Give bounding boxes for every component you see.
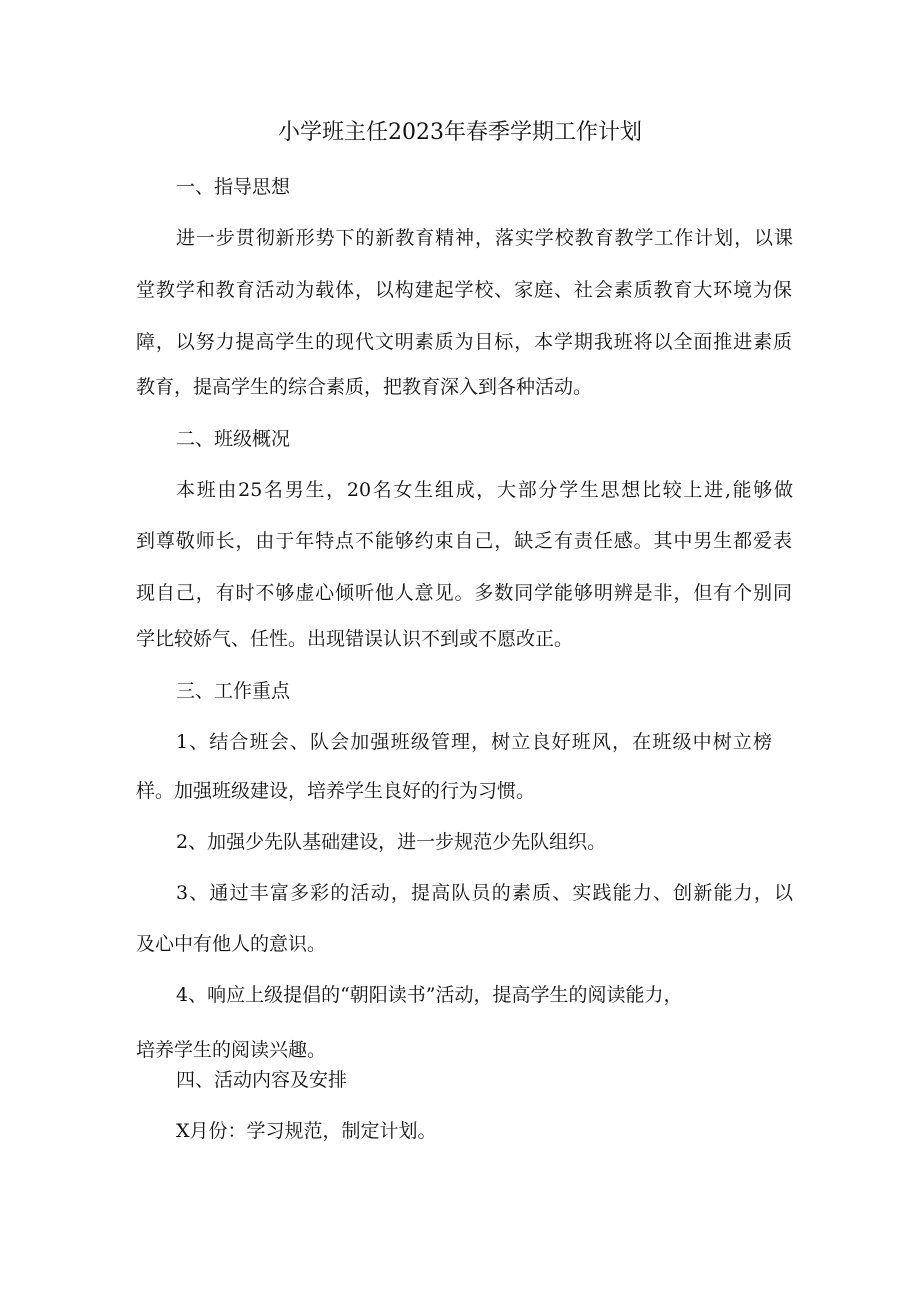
paragraph-line: 到尊敬师长，由于年特点不能够约束自己，缺乏有责任感。其中男生都爱表	[136, 530, 792, 552]
list-item-line: 4、响应上级提倡的“朝阳读书”活动，提高学生的阅读能力，	[176, 984, 683, 1006]
list-item-line: 3、通过丰富多彩的活动，提高队员的素质、实践能力、创新能力，以	[176, 882, 793, 904]
activity-item: X月份：学习规范，制定计划。	[176, 1120, 437, 1142]
list-item-line: 培养学生的阅读兴趣。	[136, 1039, 327, 1061]
list-item-line: 及心中有他人的意识。	[136, 933, 327, 955]
paragraph-line: 教育，提高学生的综合素质，把教育深入到各种活动。	[136, 376, 593, 398]
list-item-line: 样。加强班级建设，培养学生良好的行为习惯。	[136, 780, 536, 802]
paragraph-line: 堂教学和教育活动为载体，以构建起学校、家庭、社会素质教育大环境为保	[136, 279, 792, 301]
list-item-line: 1、结合班会、队会加强班级管理，树立良好班风，在班级中树立榜	[176, 731, 772, 753]
section-heading-activities: 四、活动内容及安排	[176, 1069, 348, 1091]
paragraph-line: 进一步贯彻新形势下的新教育精神，落实学校教育教学工作计划，以课	[176, 227, 793, 249]
section-heading-class-overview: 二、班级概况	[176, 428, 291, 450]
paragraph-line: 现自己，有时不够虚心倾听他人意见。多数同学能够明辨是非，但有个别同	[136, 582, 792, 604]
list-item-line: 2、加强少先队基础建设，进一步规范少先队组织。	[176, 831, 607, 853]
section-heading-work-focus: 三、工作重点	[176, 680, 291, 702]
paragraph-line: 本班由25名男生，20名女生组成，大部分学生思想比较上进,能够做	[176, 479, 793, 501]
paragraph-line: 障，以努力提高学生的现代文明素质为目标，本学期我班将以全面推进素质	[136, 331, 792, 353]
document-title: 小学班主任2023年春季学期工作计划	[278, 120, 642, 145]
paragraph-line: 学比较娇气、任性。出现错误认识不到或不愿改正。	[136, 628, 574, 650]
section-heading-guiding-thought: 一、指导思想	[176, 176, 291, 198]
